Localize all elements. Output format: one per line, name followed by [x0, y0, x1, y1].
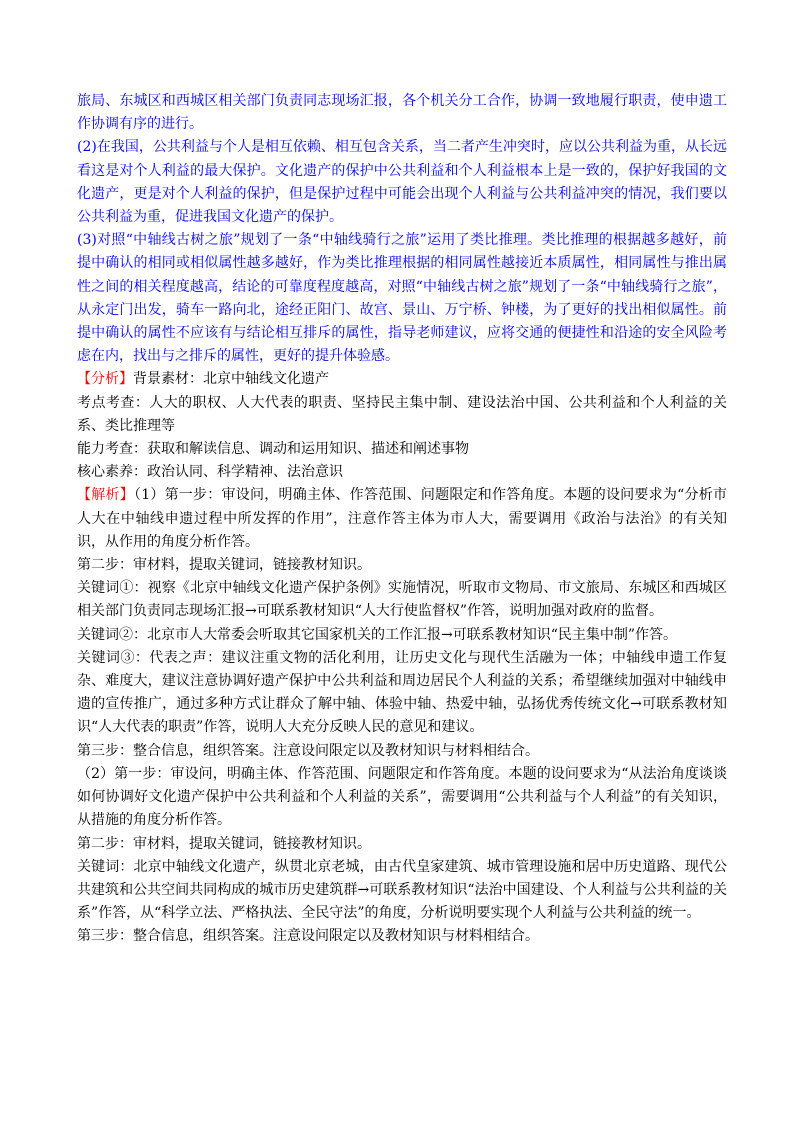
solution-q2-keyword: 关键词：北京中轴线文化遗产，纵贯北京老城，由古代皇家建筑、城市管理设施和居中历史道路、现代公共建筑和公共空间共同构成的城市历史建筑群→可联系教材知识“法治中国建设、个人利益与公共利益的关系”作答，从“科学立法、严格执法、全民守法”的角度，分析说明要实现个人利益与公共利益的统一。 — [77, 858, 727, 922]
solution-q1-step1-text: （1）第一步：审设问，明确主体、作答范围、问题限定和作答角度。本题的设问要求为“分析市人大在中轴线申遗过程中所发挥的作用”，注意作答主体为市人大，需要调用《政治与法治》的有关知识，从作用的角度分析作答。 — [77, 487, 728, 550]
analysis-points: 考点考查：人大的职权、人大代表的职责、坚持民主集中制、建设法治中国、公共利益和个人利益的关系、类比推理等 — [77, 394, 727, 434]
analysis-ability: 能力考查：获取和解读信息、调动和运用知识、描述和阐述事物 — [77, 441, 469, 458]
solution-q1-keyword3: 关键词③：代表之声：建议注重文物的活化利用，让历史文化与现代生活融为一体；中轴线申遗工作复杂、难度大，建议注意协调好遗产保护中公共利益和周边居民个人利益的关系；希望继续加强对中轴线申遗的宣传推广，通过多种方式让群众了解中轴、体验中轴、热爱中轴，弘扬优秀传统文化→可联系教材知识“人大代表的职责”作答，说明人大充分反映人民的意见和建议。 — [77, 649, 727, 736]
analysis-literacy: 核心素养：政治认同、科学精神、法治意识 — [77, 464, 343, 481]
solution-q2-step2: 第二步：审材料，提取关键词，链接教材知识。 — [77, 835, 371, 852]
solution-q2-step1: （2）第一步：审设问，明确主体、作答范围、问题限定和作答角度。本题的设问要求为“从法治角度谈谈如何协调好文化遗产保护中公共利益和个人利益的关系”，需要调用“公共利益与个人利益”的有关知识，从措施的角度分析作答。 — [77, 765, 727, 829]
analysis-background — [77, 368, 727, 391]
answer-paragraph-2: (2)在我国，公共利益与个人是相互依赖、相互包含关系，当二者产生冲突时，应以公共利益为重，从长远看这是对个人利益的最大保护。文化遗产的保护中公共利益和个人利益根本上是一致的，保护好我国的文化遗产，更是对个人利益的保护，但是保护过程中可能会出现个人利益与公共利益冲突的情况，我们要以公共利益为重，促进我国文化遗产的保护。 — [77, 139, 727, 226]
analysis-tag: 【分析】 — [77, 371, 133, 388]
solution-q1-keyword2: 关键词②：北京市人大常委会听取其它国家机关的工作汇报→可联系教材知识“民主集中制”作答。 — [77, 626, 678, 643]
solution-q1-step1 — [77, 484, 727, 554]
solution-q2-step3: 第三步：整合信息，组织答案。注意设问限定以及教材知识与材料相结合。 — [77, 928, 539, 945]
solution-tag: 【解析】 — [77, 487, 134, 504]
solution-q1-step3: 第三步：整合信息，组织答案。注意设问限定以及教材知识与材料相结合。 — [77, 742, 539, 759]
solution-q1-keyword1: 关键词①：视察《北京中轴线文化遗产保护条例》实施情况，听取市文物局、市文旅局、东城区和西城区相关部门负责同志现场汇报→可联系教材知识“人大行使监督权”作答，说明加强对政府的监督。 — [77, 580, 727, 620]
answer-paragraph-1: 旅局、东城区和西城区相关部门负责同志现场汇报，各个机关分工合作，协调一致地履行职责，使申遗工作协调有序的进行。 — [77, 93, 727, 133]
analysis-background-text: 背景素材：北京中轴线文化遗产 — [133, 371, 329, 388]
document-body — [77, 90, 727, 949]
answer-paragraph-3: (3)对照“中轴线古树之旅”规划了一条“中轴线骑行之旅”运用了类比推理。类比推理的根据越多越好，前提中确认的相同或相似属性越多越好，作为类比推理根据的相同属性越接近本质属性，相同属性与推出属性之间的相关程度越高，结论的可靠度程度越高，对照“中轴线古树之旅”规划了一条“中轴线骑行之旅”，从永定门出发，骑车一路向北，途经正阳门、故宫、景山、万宁桥、钟楼，为了更好的找出相似属性。前提中确认的属性不应该有与结论相互排斥的属性，指导老师建议，应将交通的便捷性和沿途的安全风险考虑在内，找出与之排斥的属性，更好的提升体验感。 — [77, 232, 727, 365]
solution-q1-step2: 第二步：审材料，提取关键词，链接教材知识。 — [77, 557, 371, 574]
